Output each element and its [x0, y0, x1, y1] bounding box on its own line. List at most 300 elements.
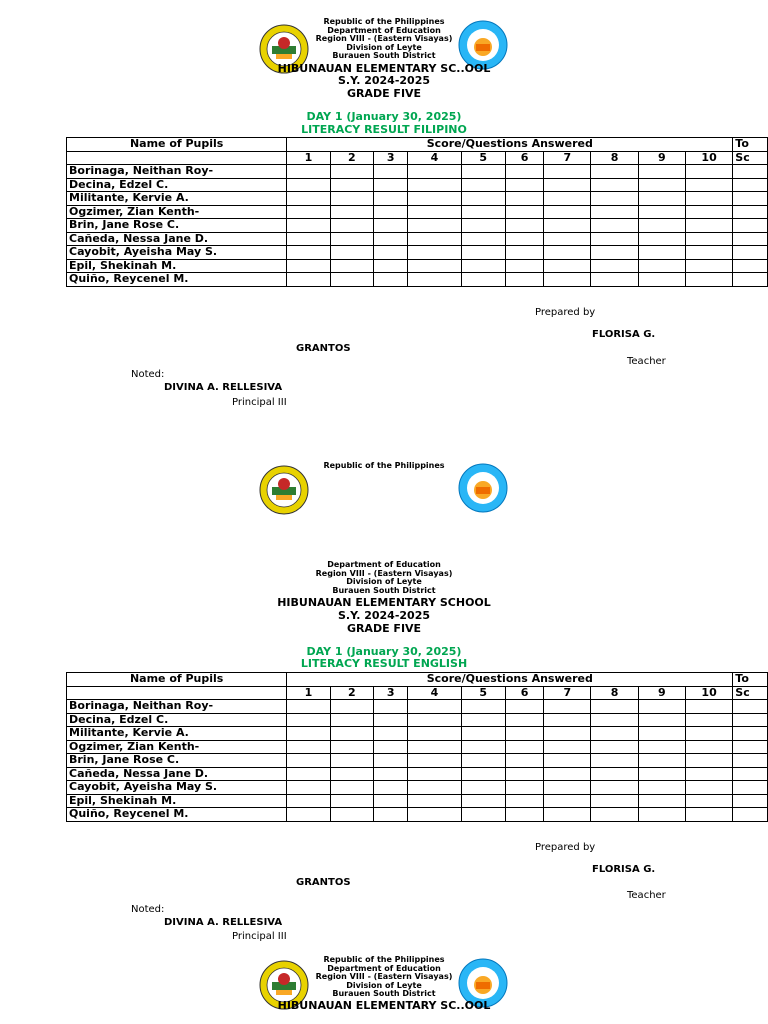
score-cell	[591, 700, 638, 714]
score-cell	[461, 219, 505, 233]
principal-name: DIVINA A. RELLESIVA	[164, 382, 283, 393]
republic-text: Republic of the Philippines	[323, 461, 445, 470]
score-cell	[330, 205, 373, 219]
principal-name: DIVINA A. RELLESIVA	[164, 917, 283, 928]
total-score-cell	[733, 700, 768, 714]
score-cell	[330, 273, 373, 287]
pupil-name: Cayobit, Ayeisha May S.	[67, 246, 287, 260]
score-cell	[505, 219, 543, 233]
grade-level: GRADE FIVE	[346, 87, 422, 100]
region-text: Region VIII - (Eastern Visayas)	[315, 569, 453, 578]
score-cell	[461, 205, 505, 219]
score-cell	[505, 232, 543, 246]
score-cell	[330, 794, 373, 808]
table-row	[67, 808, 768, 822]
teacher-name-last: GRANTOS	[296, 877, 351, 888]
score-cell	[461, 727, 505, 741]
school-name: HIBUNAUAN ELEMENTARY SC..OOL	[277, 999, 491, 1012]
score-cell	[685, 740, 732, 754]
score-cell	[287, 259, 330, 273]
score-cell	[591, 727, 638, 741]
score-cell	[373, 781, 408, 795]
score-cell	[330, 178, 373, 192]
pupil-rows	[67, 165, 768, 287]
score-cell	[373, 794, 408, 808]
score-cell	[638, 713, 685, 727]
division-text: Division of Leyte	[346, 577, 422, 586]
score-cell	[544, 192, 591, 206]
score-cell	[287, 740, 330, 754]
division-seal-icon	[259, 465, 309, 515]
name-header: Name of Pupils	[67, 138, 287, 152]
score-cell	[461, 767, 505, 781]
score-cell	[544, 794, 591, 808]
score-cell	[461, 740, 505, 754]
question-number: 3	[373, 686, 408, 700]
day-heading: DAY 1 (January 30, 2025)	[306, 110, 462, 123]
score-cell	[287, 192, 330, 206]
score-cell	[591, 259, 638, 273]
score-cell	[591, 192, 638, 206]
pupil-name: Cañeda, Nessa Jane D.	[67, 767, 287, 781]
score-cell	[330, 727, 373, 741]
score-cell	[591, 794, 638, 808]
score-cell	[638, 727, 685, 741]
score-cell	[591, 232, 638, 246]
school-name: HIBUNAUAN ELEMENTARY SCHOOL	[277, 596, 491, 609]
name-header: Name of Pupils	[67, 673, 287, 687]
score-cell	[461, 808, 505, 822]
question-number: 1	[287, 686, 330, 700]
score-cell	[544, 808, 591, 822]
pupil-name: Cañeda, Nessa Jane D.	[67, 232, 287, 246]
question-number: 9	[638, 686, 685, 700]
score-cell	[408, 808, 461, 822]
score-table	[66, 137, 768, 287]
score-cell	[461, 232, 505, 246]
score-cell	[591, 740, 638, 754]
result-title: LITERACY RESULT ENGLISH	[300, 657, 468, 670]
question-number: 8	[591, 686, 638, 700]
total-score-cell	[733, 740, 768, 754]
score-cell	[638, 767, 685, 781]
pupil-name: Brin, Jane Rose C.	[67, 754, 287, 768]
pupil-name: Quiño, Reycenel M.	[67, 273, 287, 287]
principal-title: Principal III	[232, 931, 287, 942]
question-number: 5	[461, 151, 505, 165]
score-cell	[373, 754, 408, 768]
question-number: 7	[544, 151, 591, 165]
question-number: 7	[544, 686, 591, 700]
question-number: 2	[330, 151, 373, 165]
prepared-by-label: Prepared by	[535, 842, 596, 853]
score-cell	[373, 192, 408, 206]
score-cell	[505, 273, 543, 287]
question-number: 10	[685, 686, 732, 700]
score-cell	[544, 178, 591, 192]
score-cell	[685, 219, 732, 233]
pupil-name: Epil, Shekinah M.	[67, 794, 287, 808]
question-number: 3	[373, 151, 408, 165]
score-cell	[591, 219, 638, 233]
score-cell	[591, 808, 638, 822]
question-number-row	[67, 151, 768, 165]
score-cell	[638, 246, 685, 260]
score-cell	[373, 232, 408, 246]
score-cell	[544, 781, 591, 795]
question-number: 8	[591, 151, 638, 165]
republic-text: Republic of the Philippines	[323, 17, 445, 26]
teacher-title: Teacher	[627, 890, 666, 901]
score-cell	[461, 246, 505, 260]
score-cell	[544, 700, 591, 714]
grade-level: GRADE FIVE	[346, 622, 422, 635]
total-score-cell	[733, 713, 768, 727]
score-cell	[373, 727, 408, 741]
score-cell	[544, 165, 591, 179]
table-row	[67, 192, 768, 206]
score-cell	[408, 713, 461, 727]
score-cell	[408, 259, 461, 273]
score-cell	[591, 205, 638, 219]
score-cell	[638, 794, 685, 808]
score-cell	[408, 273, 461, 287]
school-name: HIBUNAUAN ELEMENTARY SC..OOL	[277, 62, 491, 75]
score-table	[66, 672, 768, 822]
table-row	[67, 165, 768, 179]
score-cell	[544, 273, 591, 287]
score-cell	[287, 205, 330, 219]
pupil-name: Ogzimer, Zian Kenth-	[67, 205, 287, 219]
score-cell	[505, 781, 543, 795]
score-cell	[461, 794, 505, 808]
score-cell	[373, 178, 408, 192]
total-score-cell	[733, 192, 768, 206]
score-cell	[638, 740, 685, 754]
score-cell	[330, 219, 373, 233]
score-cell	[685, 767, 732, 781]
score-cell	[505, 808, 543, 822]
table-row	[67, 259, 768, 273]
deped-text: Department of Education	[327, 26, 441, 35]
question-number: 6	[505, 151, 543, 165]
score-cell	[685, 754, 732, 768]
score-cell	[544, 754, 591, 768]
table-row	[67, 740, 768, 754]
score-cell	[591, 781, 638, 795]
noted-label: Noted:	[131, 369, 165, 380]
score-cell	[330, 232, 373, 246]
score-cell	[287, 767, 330, 781]
question-number: 2	[330, 686, 373, 700]
score-cell	[287, 273, 330, 287]
table-row	[67, 273, 768, 287]
score-cell	[638, 754, 685, 768]
total-subheader: Sc	[733, 151, 768, 165]
score-cell	[685, 259, 732, 273]
total-score-cell	[733, 178, 768, 192]
score-cell	[373, 273, 408, 287]
score-cell	[373, 808, 408, 822]
score-cell	[638, 165, 685, 179]
score-cell	[638, 273, 685, 287]
score-cell	[373, 259, 408, 273]
pupil-name: Brin, Jane Rose C.	[67, 219, 287, 233]
score-cell	[373, 740, 408, 754]
question-number: 10	[685, 151, 732, 165]
score-cell	[591, 767, 638, 781]
score-cell	[544, 232, 591, 246]
total-score-cell	[733, 754, 768, 768]
score-cell	[544, 246, 591, 260]
total-score-cell	[733, 727, 768, 741]
republic-text: Republic of the Philippines	[323, 955, 445, 964]
division-text: Division of Leyte	[346, 43, 422, 52]
score-cell	[638, 205, 685, 219]
total-score-cell	[733, 219, 768, 233]
score-cell	[685, 794, 732, 808]
score-cell	[330, 767, 373, 781]
score-cell	[685, 808, 732, 822]
score-cell	[591, 246, 638, 260]
school-seal-icon	[458, 463, 508, 513]
teacher-title: Teacher	[627, 356, 666, 367]
total-score-cell	[733, 808, 768, 822]
score-cell	[330, 781, 373, 795]
score-cell	[638, 219, 685, 233]
score-cell	[638, 259, 685, 273]
score-cell	[330, 754, 373, 768]
score-cell	[408, 727, 461, 741]
score-cell	[505, 178, 543, 192]
principal-title: Principal III	[232, 397, 287, 408]
total-score-cell	[733, 246, 768, 260]
table-row	[67, 727, 768, 741]
score-cell	[408, 781, 461, 795]
table-row	[67, 700, 768, 714]
deped-text: Department of Education	[327, 964, 441, 973]
score-cell	[505, 713, 543, 727]
teacher-name-last: GRANTOS	[296, 343, 351, 354]
question-number-row	[67, 686, 768, 700]
total-score-cell	[733, 794, 768, 808]
score-cell	[373, 165, 408, 179]
score-cell	[591, 273, 638, 287]
table-row	[67, 754, 768, 768]
score-cell	[685, 178, 732, 192]
score-cell	[461, 754, 505, 768]
table-row	[67, 713, 768, 727]
score-cell	[287, 754, 330, 768]
score-cell	[408, 700, 461, 714]
total-score-cell	[733, 273, 768, 287]
table-row	[67, 232, 768, 246]
score-cell	[461, 713, 505, 727]
score-cell	[591, 754, 638, 768]
score-cell	[591, 713, 638, 727]
question-number: 6	[505, 686, 543, 700]
score-cell	[287, 781, 330, 795]
score-cell	[330, 246, 373, 260]
score-cell	[685, 205, 732, 219]
division-text: Division of Leyte	[346, 981, 422, 990]
score-cell	[373, 700, 408, 714]
score-cell	[408, 232, 461, 246]
score-cell	[287, 808, 330, 822]
pupil-name: Militante, Kervie A.	[67, 192, 287, 206]
pupil-name: Militante, Kervie A.	[67, 727, 287, 741]
score-cell	[544, 713, 591, 727]
score-cell	[287, 246, 330, 260]
score-cell	[505, 165, 543, 179]
teacher-name-first: FLORISA G.	[592, 329, 656, 340]
table-row	[67, 794, 768, 808]
table-header-row	[67, 673, 768, 687]
table-header-row	[67, 138, 768, 152]
total-header: To	[733, 673, 768, 687]
score-cell	[330, 740, 373, 754]
teacher-name-first: FLORISA G.	[592, 864, 656, 875]
score-cell	[591, 178, 638, 192]
score-cell	[505, 794, 543, 808]
score-cell	[373, 205, 408, 219]
score-cell	[408, 794, 461, 808]
score-cell	[591, 165, 638, 179]
question-number: 4	[408, 686, 461, 700]
score-cell	[287, 165, 330, 179]
score-cell	[638, 808, 685, 822]
score-cell	[461, 700, 505, 714]
score-cell	[373, 246, 408, 260]
score-cell	[408, 219, 461, 233]
score-cell	[544, 219, 591, 233]
district-text: Burauen South District	[332, 51, 436, 60]
score-cell	[505, 740, 543, 754]
score-cell	[330, 192, 373, 206]
score-cell	[505, 205, 543, 219]
question-number: 9	[638, 151, 685, 165]
score-cell	[685, 273, 732, 287]
score-cell	[373, 219, 408, 233]
score-cell	[544, 259, 591, 273]
score-cell	[330, 808, 373, 822]
school-year: S.Y. 2024-2025	[337, 609, 431, 622]
pupil-rows	[67, 700, 768, 822]
score-cell	[408, 205, 461, 219]
blank-cell	[67, 151, 287, 165]
score-cell	[544, 740, 591, 754]
table-row	[67, 219, 768, 233]
score-cell	[408, 246, 461, 260]
school-year: S.Y. 2024-2025	[337, 74, 431, 87]
score-cell	[685, 232, 732, 246]
score-cell	[287, 219, 330, 233]
score-cell	[461, 259, 505, 273]
blank-cell	[67, 686, 287, 700]
score-header: Score/Questions Answered	[287, 673, 733, 687]
table-row	[67, 246, 768, 260]
score-cell	[373, 767, 408, 781]
score-cell	[330, 259, 373, 273]
score-cell	[287, 794, 330, 808]
score-cell	[638, 700, 685, 714]
question-number: 1	[287, 151, 330, 165]
score-cell	[638, 192, 685, 206]
score-cell	[461, 273, 505, 287]
score-cell	[505, 246, 543, 260]
score-cell	[287, 232, 330, 246]
score-cell	[408, 192, 461, 206]
score-cell	[685, 700, 732, 714]
pupil-name: Borinaga, Neithan Roy-	[67, 165, 287, 179]
score-cell	[330, 700, 373, 714]
table-row	[67, 781, 768, 795]
total-score-cell	[733, 767, 768, 781]
score-cell	[685, 713, 732, 727]
prepared-by-label: Prepared by	[535, 307, 596, 318]
table-row	[67, 178, 768, 192]
score-cell	[408, 178, 461, 192]
score-cell	[544, 767, 591, 781]
day-heading: DAY 1 (January 30, 2025)	[306, 645, 462, 658]
score-cell	[505, 727, 543, 741]
total-subheader: Sc	[733, 686, 768, 700]
score-cell	[685, 165, 732, 179]
score-cell	[505, 767, 543, 781]
score-cell	[685, 781, 732, 795]
score-cell	[638, 781, 685, 795]
score-cell	[638, 232, 685, 246]
score-cell	[685, 727, 732, 741]
pupil-name: Quiño, Reycenel M.	[67, 808, 287, 822]
total-score-cell	[733, 232, 768, 246]
total-score-cell	[733, 165, 768, 179]
score-cell	[505, 754, 543, 768]
score-cell	[685, 192, 732, 206]
score-cell	[461, 178, 505, 192]
score-header: Score/Questions Answered	[287, 138, 733, 152]
score-cell	[505, 192, 543, 206]
score-cell	[638, 178, 685, 192]
table-row	[67, 767, 768, 781]
score-cell	[461, 165, 505, 179]
score-cell	[544, 727, 591, 741]
deped-text: Department of Education	[327, 560, 441, 569]
score-cell	[408, 754, 461, 768]
score-cell	[408, 767, 461, 781]
region-text: Region VIII - (Eastern Visayas)	[315, 34, 453, 43]
score-cell	[287, 178, 330, 192]
noted-label: Noted:	[131, 904, 165, 915]
score-cell	[287, 700, 330, 714]
pupil-name: Decina, Edzel C.	[67, 713, 287, 727]
table-row	[67, 205, 768, 219]
score-cell	[287, 713, 330, 727]
score-cell	[408, 165, 461, 179]
score-cell	[408, 740, 461, 754]
score-cell	[461, 192, 505, 206]
total-header: To	[733, 138, 768, 152]
pupil-name: Epil, Shekinah M.	[67, 259, 287, 273]
question-number: 4	[408, 151, 461, 165]
total-score-cell	[733, 259, 768, 273]
question-number: 5	[461, 686, 505, 700]
pupil-name: Decina, Edzel C.	[67, 178, 287, 192]
total-score-cell	[733, 205, 768, 219]
district-text: Burauen South District	[332, 586, 436, 595]
score-cell	[505, 259, 543, 273]
district-text: Burauen South District	[332, 989, 436, 998]
